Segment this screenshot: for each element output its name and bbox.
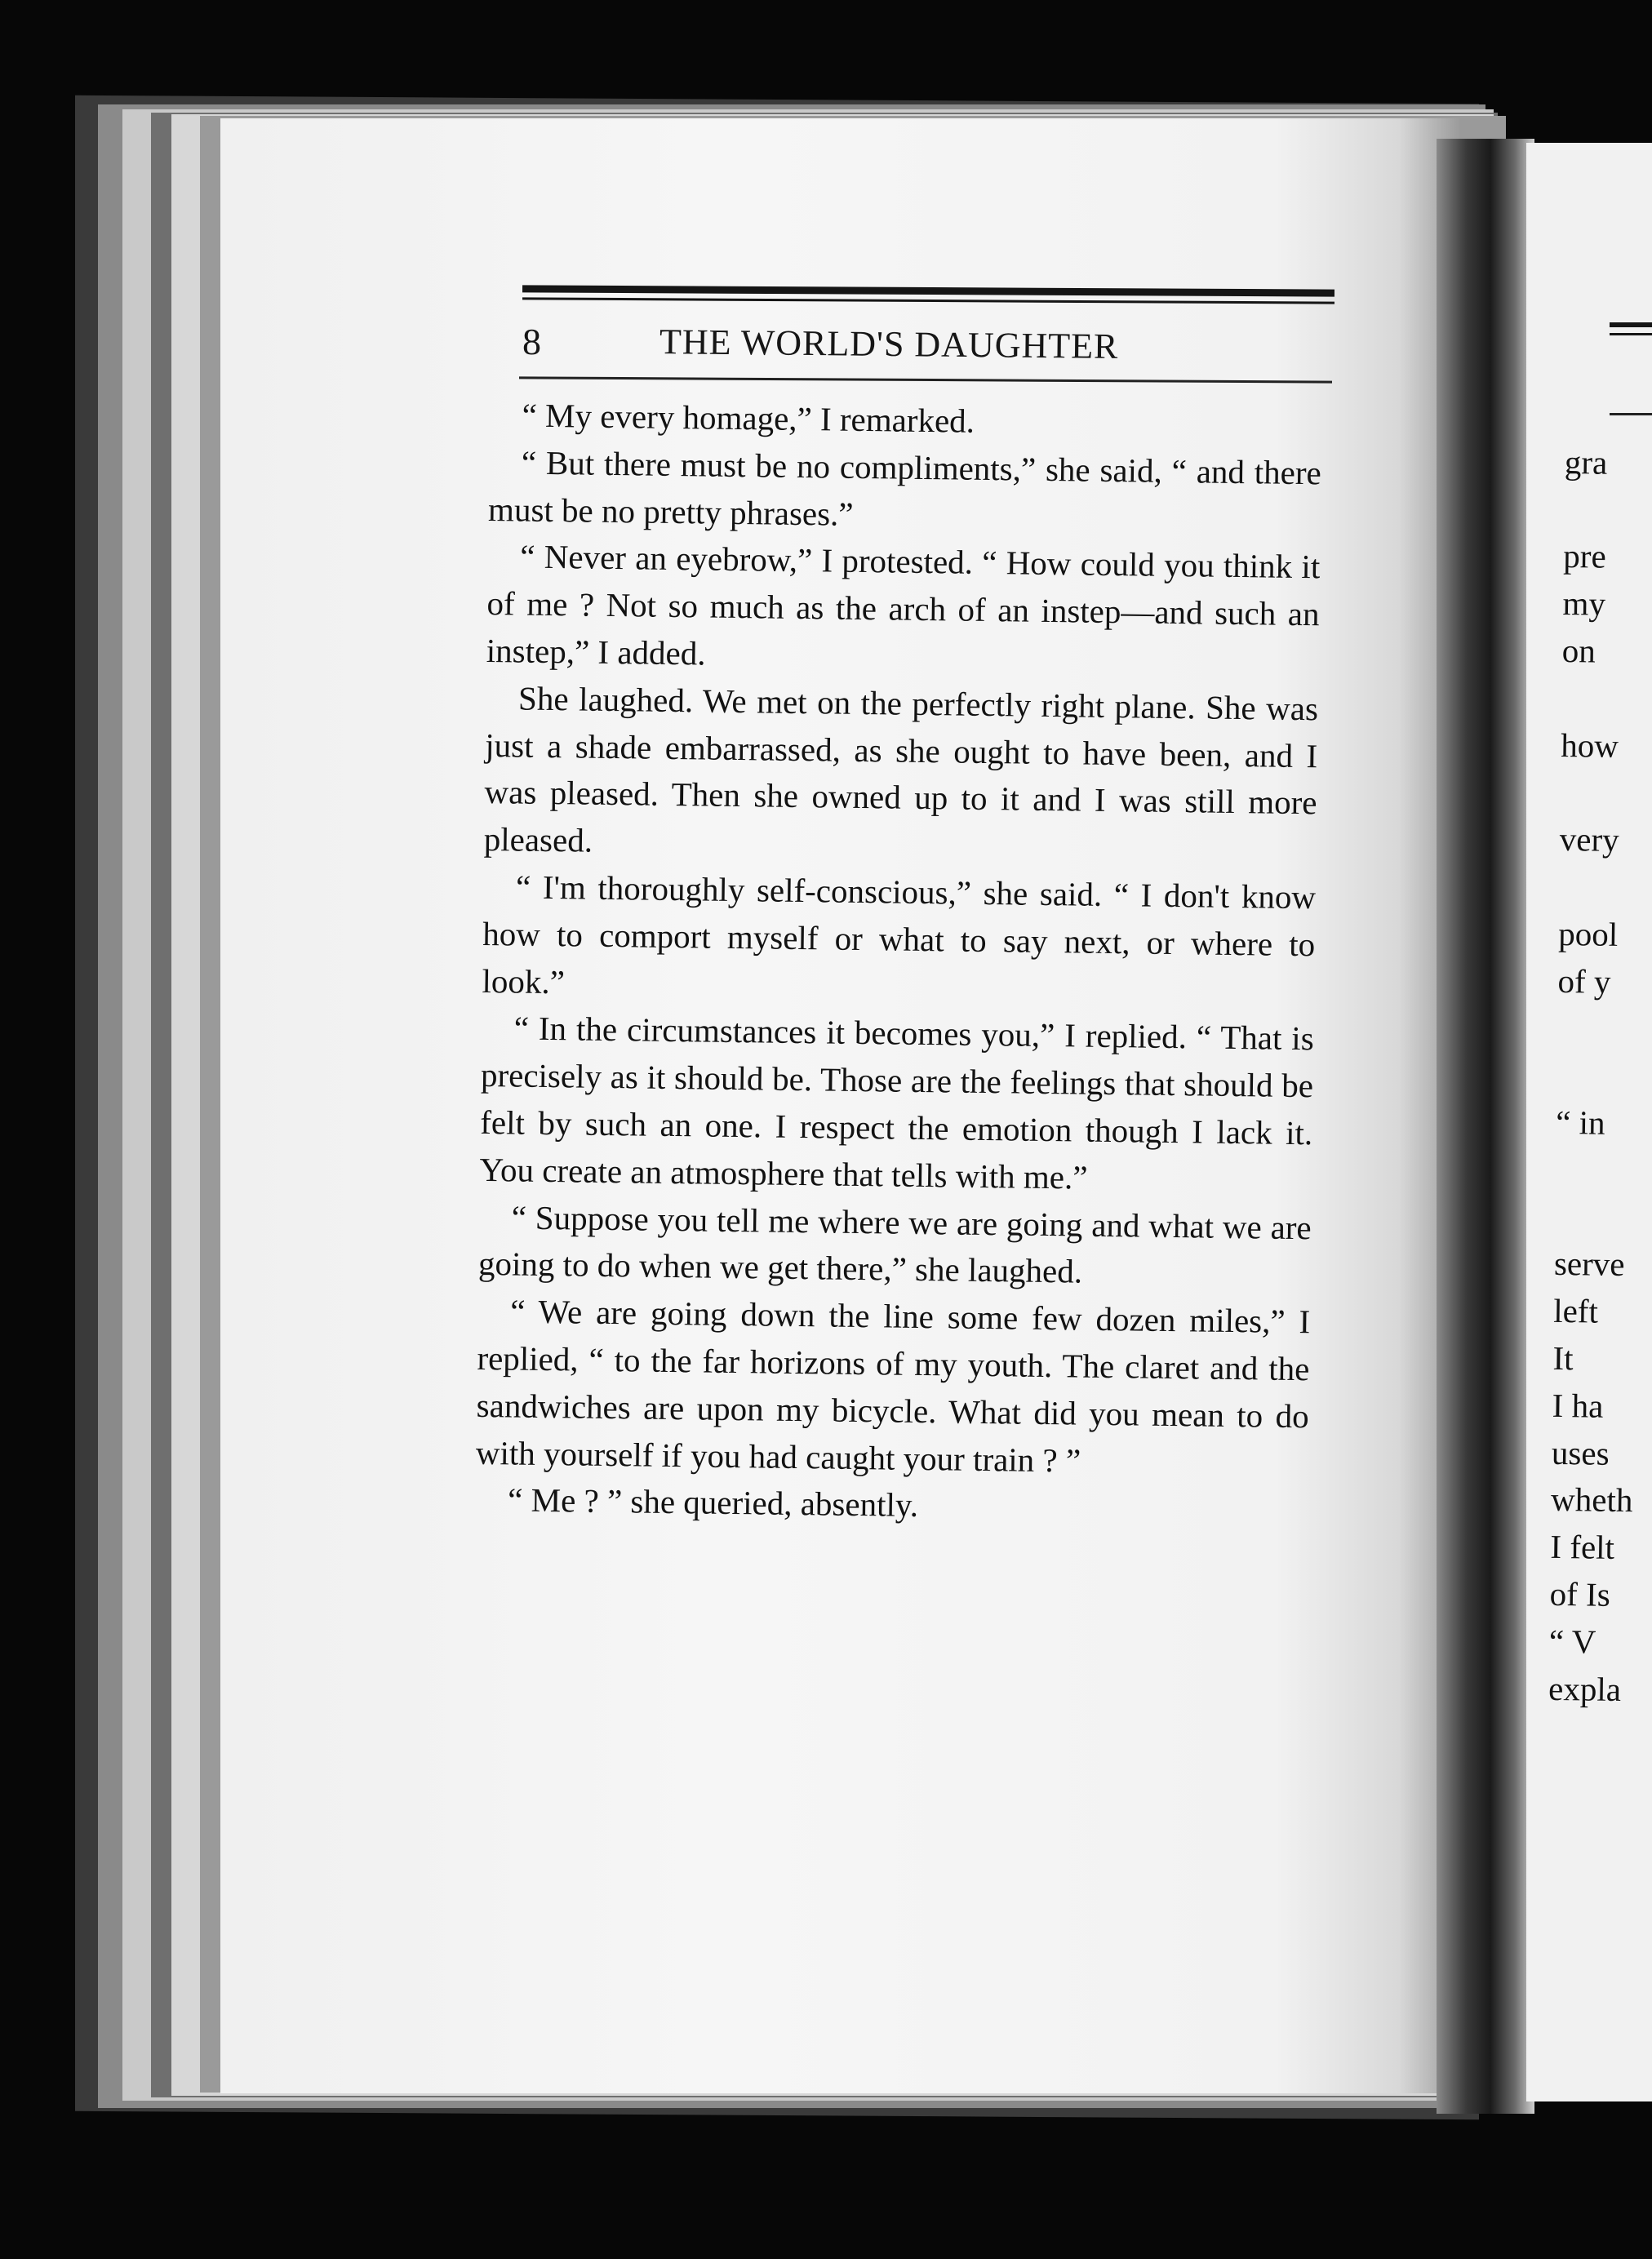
facing-page-fragment bbox=[1557, 1052, 1652, 1100]
paragraph: “ My every homage,” I remarked. bbox=[522, 396, 975, 440]
facing-page-fragment: of y bbox=[1557, 961, 1611, 1001]
paragraph: “ We are going down the line some few dozen miles,” I replied, “ to the far horizons of my youth. The claret and the sandwiches are upon my bicycle. What did you mean to do with yourself if you had caught your train ? ” bbox=[475, 1292, 1311, 1480]
facing-page-fragment bbox=[1564, 486, 1652, 535]
facing-page-fragment: It bbox=[1552, 1338, 1574, 1378]
facing-page-fragment: I ha bbox=[1552, 1386, 1604, 1425]
facing-page-fragment: pool bbox=[1558, 914, 1619, 953]
facing-page-fragment: my bbox=[1562, 584, 1606, 623]
facing-page-fragment: of Is bbox=[1549, 1574, 1611, 1613]
facing-page-fragment: on bbox=[1561, 631, 1596, 670]
facing-page-fragment bbox=[1559, 863, 1652, 912]
paragraph: She laughed. We met on the perfectly right plane. She was just a shade embarrassed, as she ought to have been, and I was pleased. Then she owned up to it and I was still more pleased. bbox=[483, 679, 1319, 859]
facing-page-fragment bbox=[1555, 1147, 1652, 1195]
facing-page-fragment bbox=[1560, 769, 1652, 817]
facing-page-fragment: serve bbox=[1553, 1245, 1625, 1284]
facing-page-fragment: pre bbox=[1563, 537, 1607, 576]
paragraph: “ Me ? ” she queried, absently. bbox=[507, 1480, 919, 1524]
paragraph: “ In the circumstances it becomes you,” I replied. “ That is precisely as it should be. Those are the feelings that should be felt by such an one. I respect the emotion though I lack it. You create an atmosphere that tells with me.” bbox=[479, 1009, 1315, 1196]
facing-page-fragment bbox=[1548, 1712, 1646, 1760]
book-gutter bbox=[1437, 139, 1534, 2114]
facing-page-fragment: wheth bbox=[1550, 1480, 1633, 1520]
facing-header-rule bbox=[1610, 322, 1652, 327]
facing-page-fragment: “ V bbox=[1548, 1622, 1596, 1661]
facing-page-fragment bbox=[1561, 675, 1652, 723]
running-title: THE WORLD'S DAUGHTER bbox=[659, 322, 1119, 366]
facing-page-text bbox=[1547, 392, 1652, 1808]
facing-page-fragment: I felt bbox=[1550, 1528, 1615, 1567]
paragraph: “ Suppose you tell me where we are going and what we are going to do when we get there,” she laughed. bbox=[477, 1197, 1312, 1290]
facing-page-fragment bbox=[1565, 392, 1652, 440]
facing-page-fragment: left bbox=[1552, 1292, 1599, 1330]
facing-page-fragment: expla bbox=[1548, 1669, 1622, 1708]
facing-page-fragment: very bbox=[1559, 820, 1619, 859]
facing-page-fragment bbox=[1547, 1760, 1645, 1808]
facing-page-fragment: gra bbox=[1564, 442, 1608, 482]
facing-header-rule bbox=[1610, 333, 1652, 335]
paragraph: “ But there must be no compliments,” she said, “ and there must be no pretty phrases.” bbox=[487, 443, 1322, 533]
facing-page-fragment bbox=[1557, 1005, 1652, 1053]
facing-page-fragment bbox=[1554, 1193, 1652, 1241]
facing-page-fragment: how bbox=[1561, 726, 1619, 765]
facing-page-fragment: “ in bbox=[1555, 1103, 1605, 1142]
paragraph: “ I'm thoroughly self-conscious,” she said. “ I don't know how to comport myself or what to say next, or where to look.” bbox=[482, 868, 1317, 1001]
paragraph: “ Never an eyebrow,” I protested. “ How could you think it of me ? Not so much as the arch of an instep—and such an instep,” I added. bbox=[486, 537, 1321, 672]
facing-page-fragment: uses bbox=[1551, 1433, 1610, 1472]
body-text bbox=[475, 392, 1322, 1534]
page-number: 8 bbox=[522, 321, 541, 362]
